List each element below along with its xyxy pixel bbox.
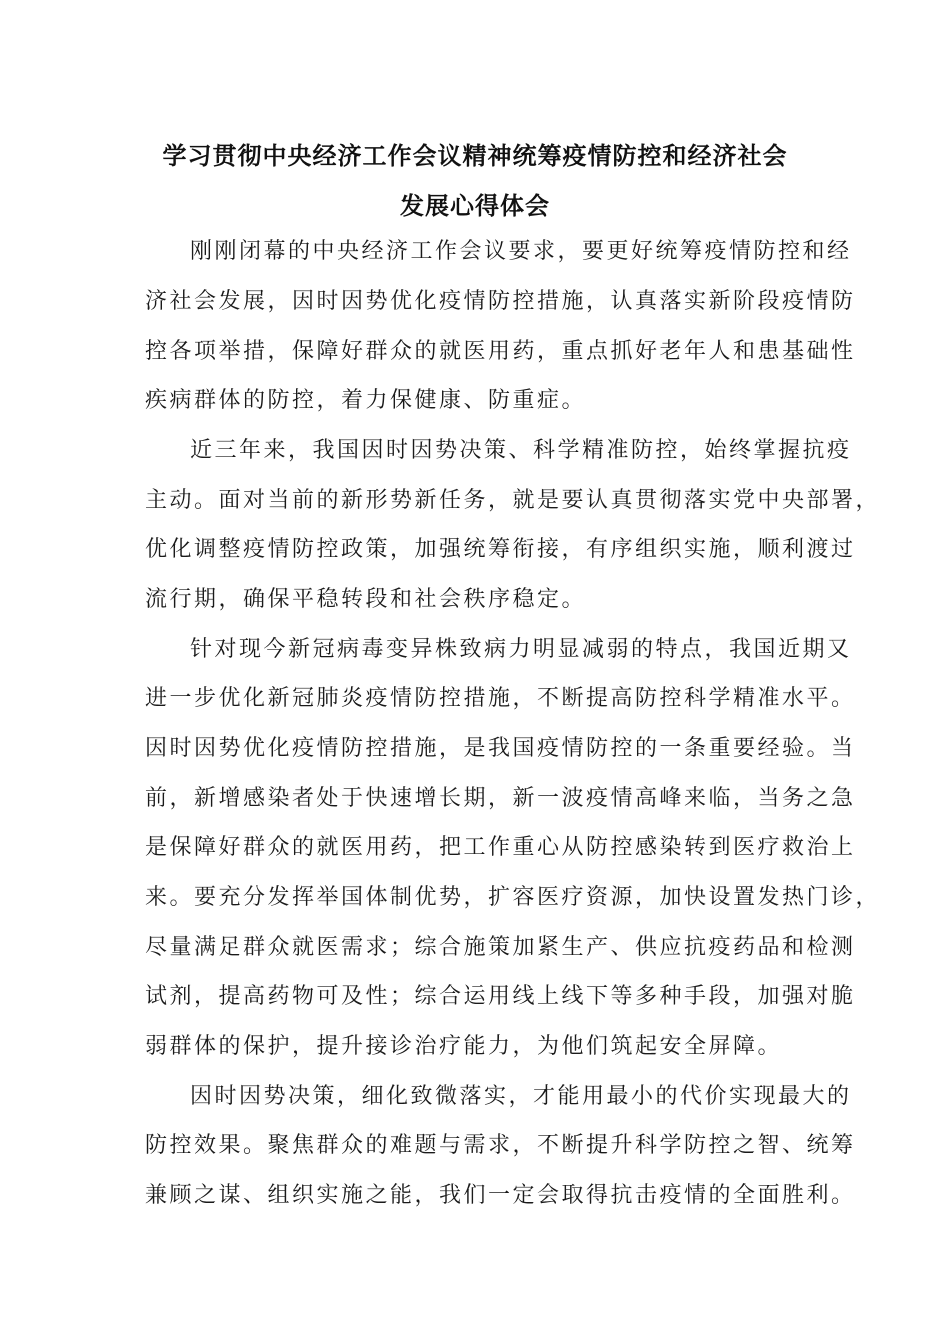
paragraph-2-line-2: 主动。面对当前的新形势新任务，就是要认真贯彻落实党中央部署， [145, 488, 881, 513]
paragraph-2-line-1: 近三年来，我国因时因势决策、科学精准防控，始终掌握抗疫 [190, 438, 852, 463]
paragraph-2-line-3: 优化调整疫情防控政策，加强统筹衔接，有序组织实施，顺利渡过 [145, 537, 856, 562]
paragraph-2-line-4: 流行期，确保平稳转段和社会秩序稳定。 [145, 587, 587, 612]
document-title-line-1: 学习贯彻中央经济工作会议精神统筹疫情防控和经济社会 [162, 142, 788, 170]
paragraph-3-line-5: 是保障好群众的就医用药，把工作重心从防控感染转到医疗救治上 [145, 835, 856, 860]
paragraph-1-line-1: 刚刚闭幕的中央经济工作会议要求，要更好统筹疫情防控和经 [190, 239, 852, 264]
paragraph-1-line-4: 疾病群体的防控，着力保健康、防重症。 [145, 388, 587, 413]
paragraph-1-line-2: 济社会发展，因时因势优化疫情防控措施，认真落实新阶段疫情防 [145, 289, 856, 314]
paragraph-3-line-8: 试剂，提高药物可及性；综合运用线上线下等多种手段，加强对脆 [145, 984, 856, 1009]
paragraph-1-line-3: 控各项举措，保障好群众的就医用药，重点抓好老年人和患基础性 [145, 339, 856, 364]
paragraph-4-line-1: 因时因势决策，细化致微落实，才能用最小的代价实现最大的 [190, 1084, 852, 1109]
paragraph-3-line-3: 因时因势优化疫情防控措施，是我国疫情防控的一条重要经验。当 [145, 736, 856, 761]
document-title-line-2: 发展心得体会 [400, 192, 550, 220]
paragraph-3-line-4: 前，新增感染者处于快速增长期，新一波疫情高峰来临，当务之急 [145, 786, 856, 811]
paragraph-3-line-6: 来。要充分发挥举国体制优势，扩容医疗资源，加快设置发热门诊， [145, 885, 881, 910]
paragraph-3-line-7: 尽量满足群众就医需求；综合施策加紧生产、供应抗疫药品和检测 [145, 935, 856, 960]
paragraph-4-line-2: 防控效果。聚焦群众的难题与需求，不断提升科学防控之智、统筹 [145, 1133, 856, 1158]
paragraph-3-line-2: 进一步优化新冠肺炎疫情防控措施，不断提高防控科学精准水平。 [145, 686, 856, 711]
paragraph-4-line-3: 兼顾之谋、组织实施之能，我们一定会取得抗击疫情的全面胜利。 [145, 1183, 856, 1208]
paragraph-3-line-1: 针对现今新冠病毒变异株致病力明显减弱的特点，我国近期又 [190, 637, 852, 662]
paragraph-3-line-9: 弱群体的保护，提升接诊治疗能力，为他们筑起安全屏障。 [145, 1034, 783, 1059]
